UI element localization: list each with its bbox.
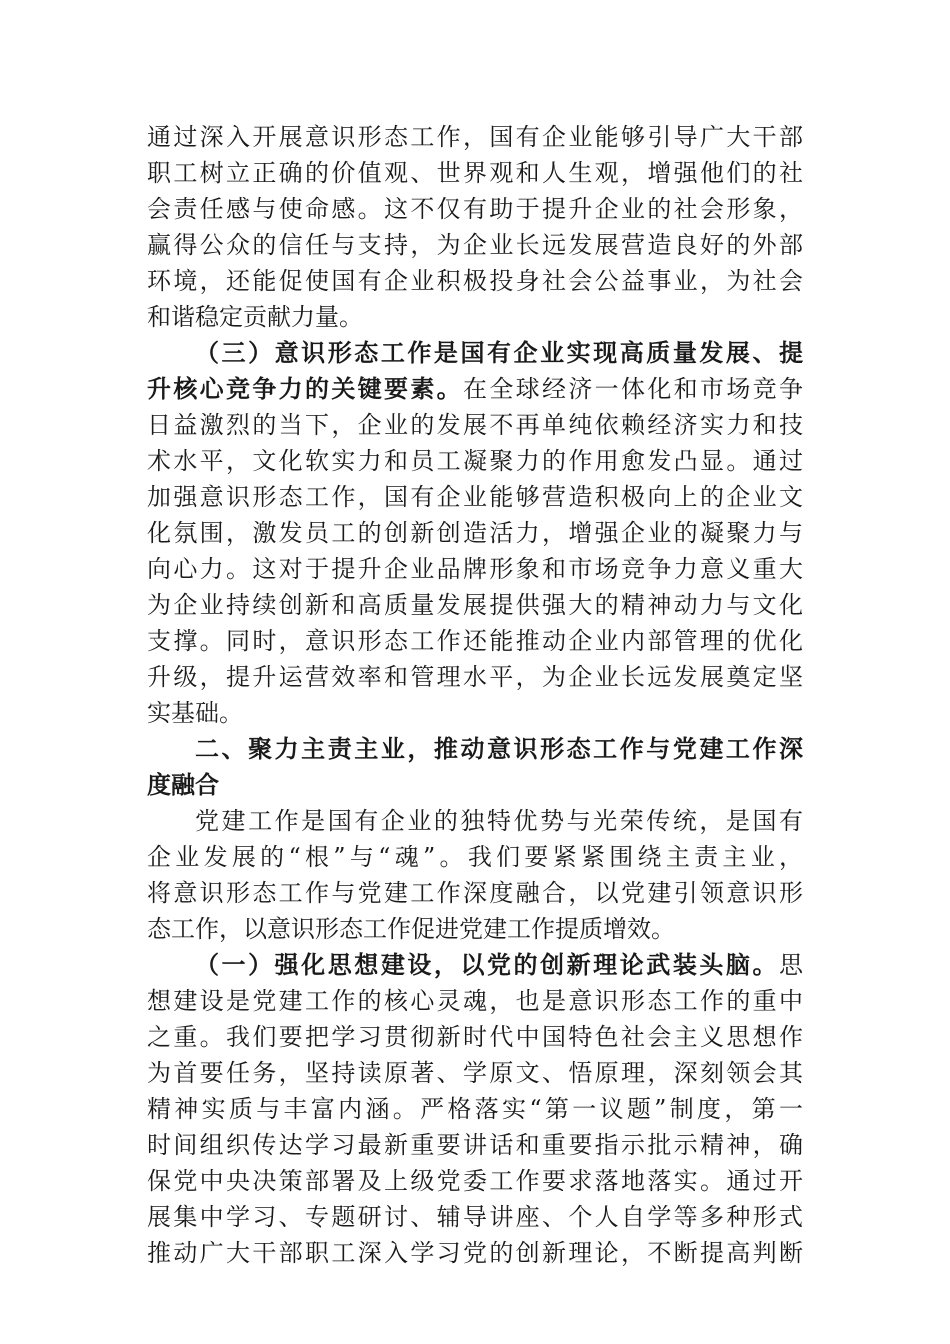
text-line: 支撑。同时，意识形态工作还能推动企业内部管理的优化 (147, 627, 803, 655)
text-line: 推动广大干部职工深入学习党的创新理论，不断提高判断 (147, 1239, 803, 1267)
text-line: 化氛围，激发员工的创新创造活力，增强企业的凝聚力与 (147, 519, 803, 547)
text-line: 向心力。这对于提升企业品牌形象和市场竞争力意义重大 (147, 555, 803, 583)
body-text: 在全球经济一体化和市场竞争 (463, 375, 803, 403)
text-line (195, 947, 803, 983)
text-line: 环境，还能促使国有企业积极投身社会公益事业，为社会 (147, 267, 803, 295)
subheading-text: （一）强化思想建设，以党的创新理论武装头脑。 (195, 950, 779, 979)
body-text: 思 (779, 951, 803, 979)
text-line: 保党中央决策部署及上级党委工作要求落地落实。通过开 (147, 1167, 803, 1195)
text-line: 精神实质与丰富内涵。严格落实“第一议题”制度，第一 (147, 1095, 803, 1123)
text-line: 赢得公众的信任与支持，为企业长远发展营造良好的外部 (147, 231, 803, 259)
text-line: 通过深入开展意识形态工作，国有企业能够引导广大干部 (147, 123, 803, 151)
text-line (147, 371, 803, 407)
text-line: 职工树立正确的价值观、世界观和人生观，增强他们的社 (147, 159, 803, 187)
section-heading: 度融合 (147, 771, 219, 799)
text-line: 加强意识形态工作，国有企业能够营造积极向上的企业文 (147, 483, 803, 511)
text-line: 时间组织传达学习最新重要讲话和重要指示批示精神，确 (147, 1131, 803, 1159)
text-line: 为首要任务，坚持读原著、学原文、悟原理，深刻领会其 (147, 1059, 803, 1087)
text-line: 术水平，文化软实力和员工凝聚力的作用愈发凸显。通过 (147, 447, 803, 475)
text-line: 之重。我们要把学习贯彻新时代中国特色社会主义思想作 (147, 1023, 803, 1051)
text-line: 想建设是党建工作的核心灵魂，也是意识形态工作的重中 (147, 987, 803, 1015)
text-line: 会责任感与使命感。这不仅有助于提升企业的社会形象， (147, 195, 803, 223)
text-line: 将意识形态工作与党建工作深度融合，以党建引领意识形 (147, 879, 803, 907)
text-line: 和谐稳定贡献力量。 (147, 303, 363, 331)
text-line: 展集中学习、专题研讨、辅导讲座、个人自学等多种形式 (147, 1203, 803, 1231)
subheading-text: 升核心竞争力的关键要素。 (147, 374, 463, 403)
section-heading: 二、聚力主责主业，推动意识形态工作与党建工作深 (195, 735, 803, 763)
text-line: 为企业持续创新和高质量发展提供强大的精神动力与文化 (147, 591, 803, 619)
subheading-line: （三）意识形态工作是国有企业实现高质量发展、提 (195, 338, 803, 367)
text-line: 党建工作是国有企业的独特优势与光荣传统，是国有 (195, 807, 803, 835)
text-line: 企业发展的“根”与“魂”。我们要紧紧围绕主责主业， (147, 843, 803, 871)
text-line: 升级，提升运营效率和管理水平，为企业长远发展奠定坚 (147, 663, 803, 691)
text-line: 态工作，以意识形态工作促进党建工作提质增效。 (147, 915, 675, 943)
text-line: 日益激烈的当下，企业的发展不再单纯依赖经济实力和技 (147, 411, 803, 439)
text-line: 实基础。 (147, 699, 243, 727)
